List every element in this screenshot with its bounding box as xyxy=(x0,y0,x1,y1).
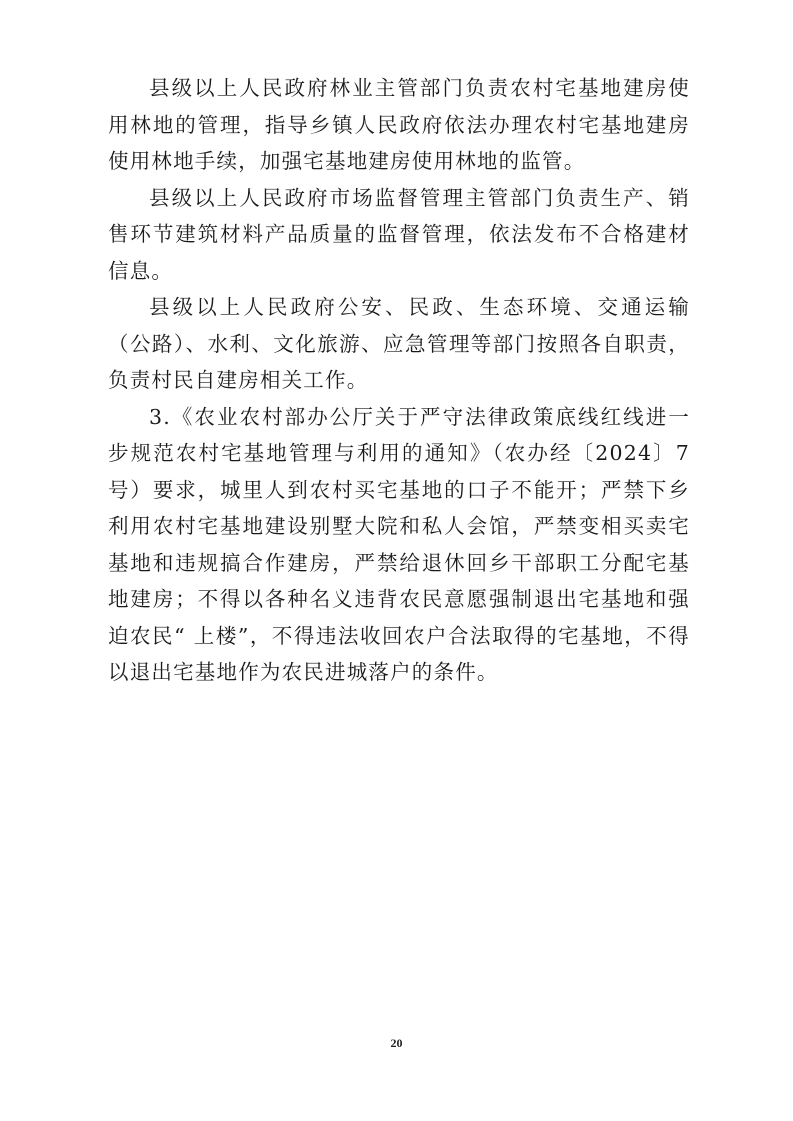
document-body xyxy=(108,70,690,691)
paragraph-market-supervision: 县级以上人民政府市场监督管理主管部门负责生产、销售环节建筑材料产品质量的监督管理，依法发布不合格建材信息。 xyxy=(108,185,690,283)
paragraph-other-departments: 县级以上人民政府公安、民政、生态环境、交通运输（公路）、水利、文化旅游、应急管理等部门按照各自职责，负责村民自建房相关工作。 xyxy=(108,295,690,392)
paragraph-forestry: 县级以上人民政府林业主管部门负责农村宅基地建房使用林地的管理，指导乡镇人民政府依法办理农村宅基地建房使用林地手续，加强宅基地建房使用林地的监管。 xyxy=(108,76,690,173)
page-number: 20 xyxy=(390,1036,403,1050)
paragraph-notice-requirements: 3.《农业农村部办公厅关于严守法律政策底线红线进一步规范农村宅基地管理与利用的通知》（农办经〔2024〕7 号）要求，城里人到农村买宅基地的口子不能开；严禁下乡利用农村宅基地建设别墅大院和私人会馆，严禁变相买卖宅基地和违规搞合作建房，严禁给退休回乡干部职工分配宅基地建房；不得以各种名义违背农民意愿强制退出宅基地和强迫农民“ 上楼”，不得违法收回农户合法取得的宅基地，不得以退出宅基地作为农民进城落户的条件。 xyxy=(108,404,690,684)
